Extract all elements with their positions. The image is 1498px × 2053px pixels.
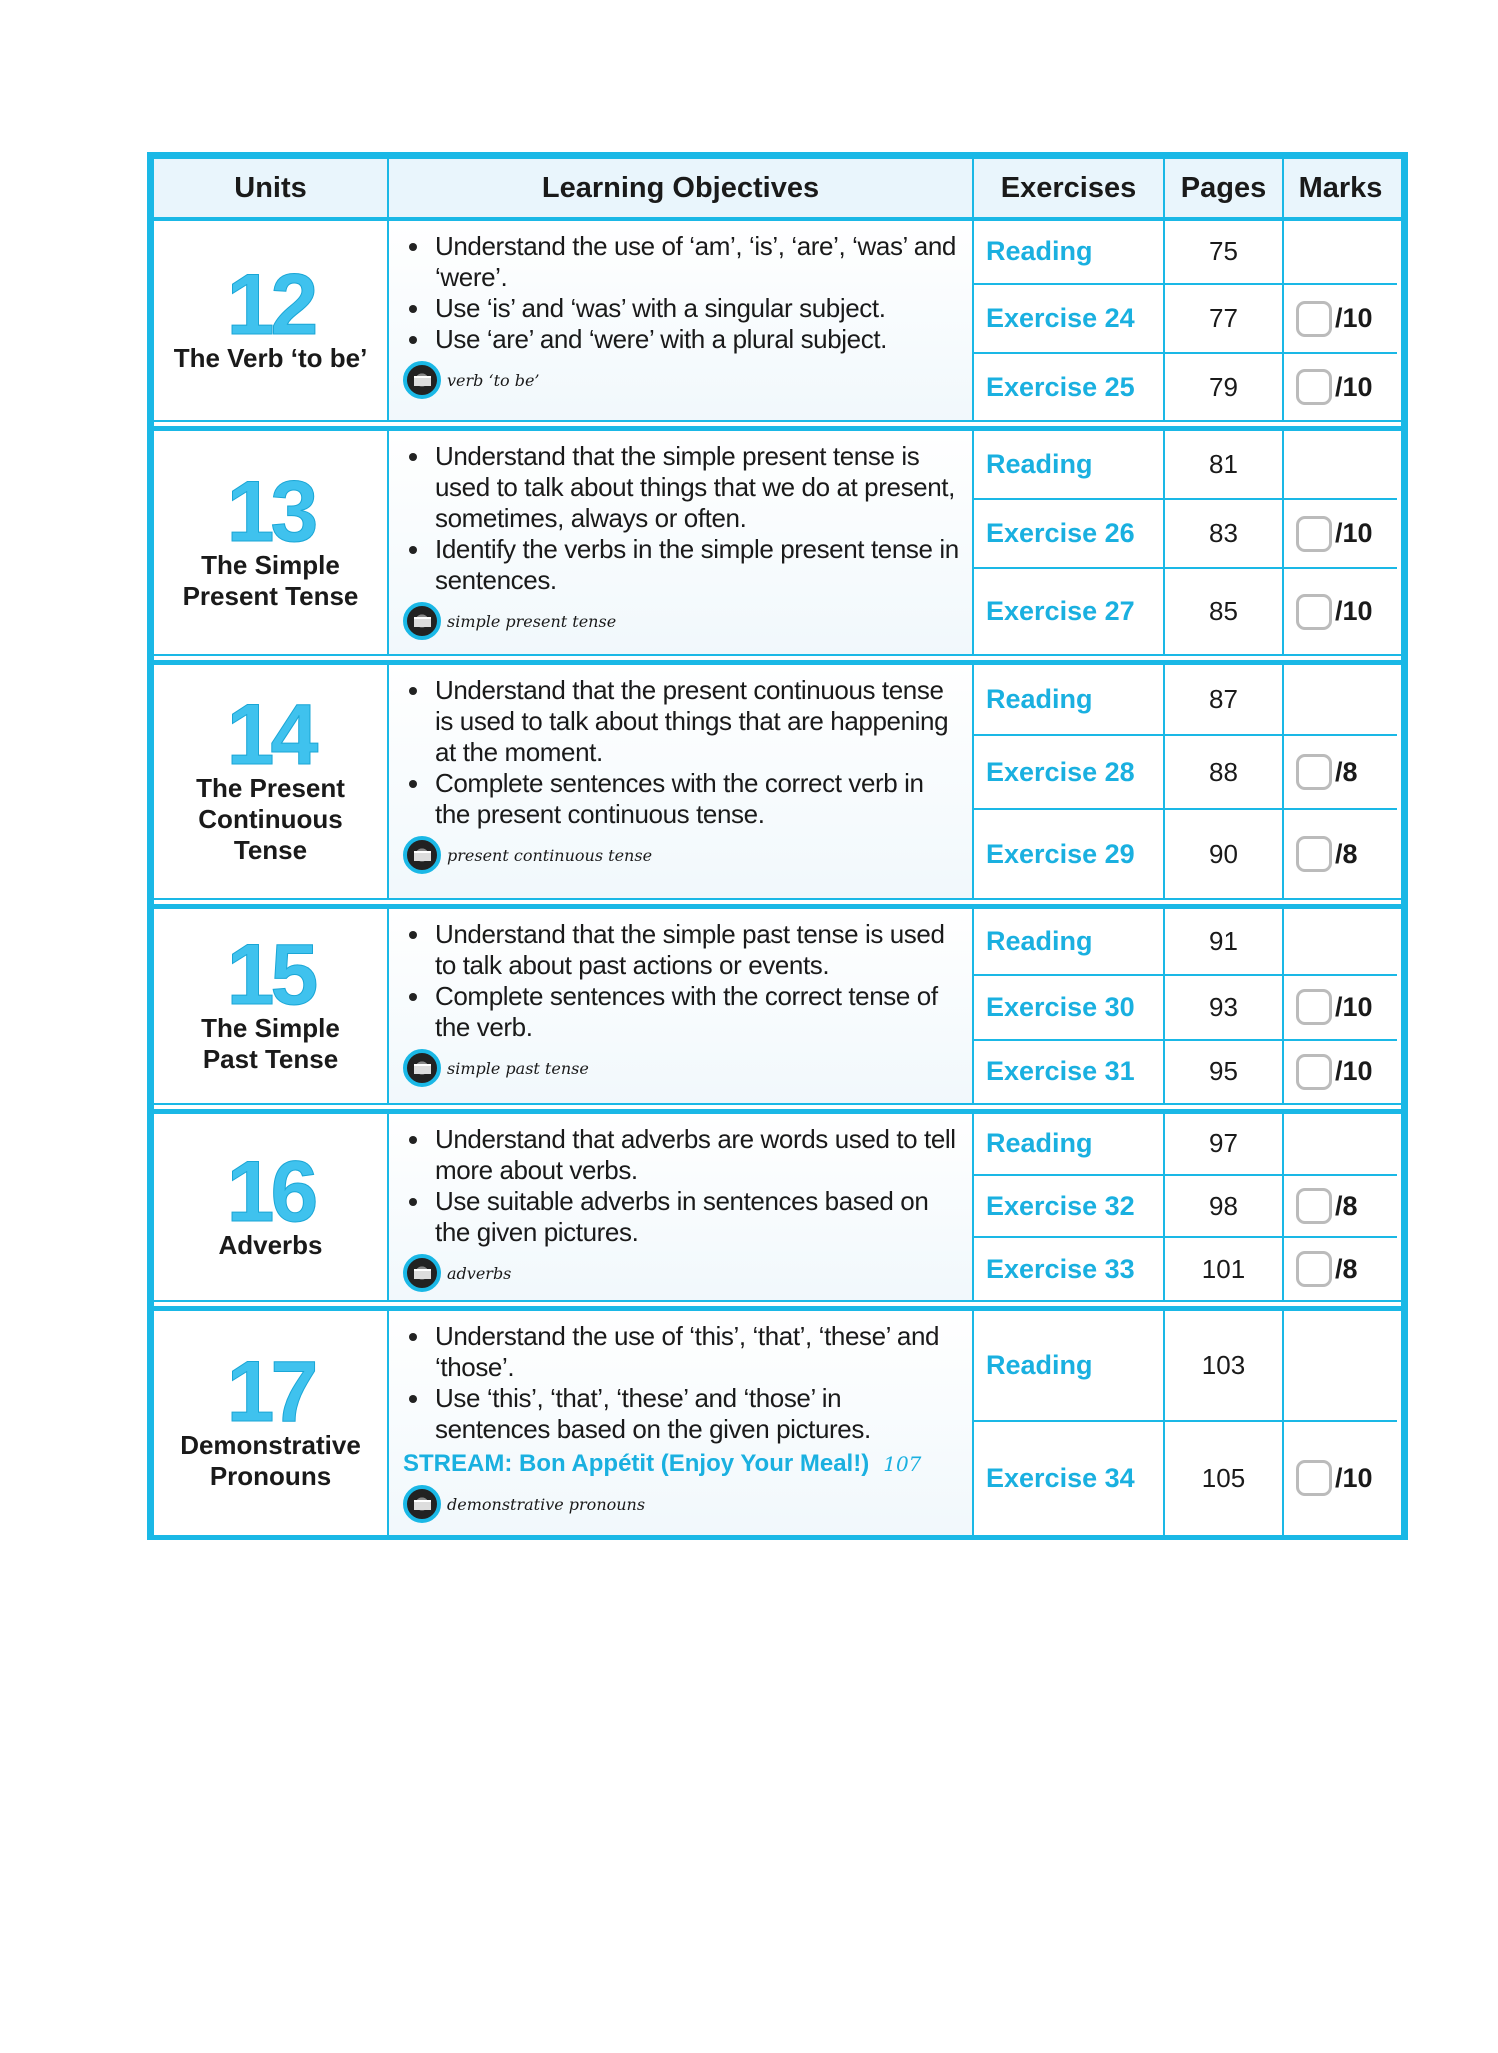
marks-total: /8 [1335, 1190, 1358, 1221]
unit-title [183, 550, 359, 612]
unit-title-line: The Simple [201, 549, 340, 580]
unit-cell [154, 909, 389, 1103]
marks-cell-empty [1284, 431, 1397, 500]
exercise-link[interactable]: Exercise 26 [974, 500, 1163, 569]
objective-item: Understand the use of ‘this’, ‘that’, ‘these’ and ‘those’. [435, 1321, 962, 1383]
pages-column [1165, 1311, 1284, 1535]
marks-total: /10 [1335, 1056, 1373, 1087]
unit-row-13 [154, 426, 1401, 654]
marks-cell [1284, 569, 1397, 654]
exercise-link[interactable]: Exercise 28 [974, 736, 1163, 810]
objectives-cell [389, 431, 974, 654]
objective-item: Understand that the simple past tense is used to talk about past actions or events. [435, 919, 962, 981]
unit-title-line: Tense [233, 835, 308, 865]
marks-cell [1284, 500, 1397, 569]
pages-column [1165, 909, 1284, 1103]
marks-total: /10 [1335, 303, 1373, 334]
page-number: 91 [1165, 909, 1282, 976]
marks-total: /8 [1335, 1253, 1358, 1284]
unit-number: 16 [226, 1143, 315, 1240]
unit-title-line: The Present [196, 773, 345, 803]
pages-column [1165, 431, 1284, 654]
unit-title-line: Present Tense [182, 580, 359, 611]
header-marks: Marks [1298, 171, 1383, 204]
table-header [154, 159, 1401, 221]
marks-input-box[interactable] [1296, 836, 1332, 872]
marks-cell-empty [1284, 909, 1397, 976]
header-pages: Pages [1165, 159, 1284, 217]
unit-title-line: Pronouns [209, 1461, 332, 1491]
objectives-cell [389, 1114, 974, 1300]
keyword-tag[interactable] [403, 1049, 962, 1087]
disc-icon [403, 836, 441, 874]
marks-total: /8 [1335, 838, 1358, 869]
unit-row-17 [154, 1306, 1401, 1535]
objective-item: Identify the verbs in the simple present tense in sentences. [435, 534, 962, 596]
contents-table [147, 152, 1408, 1540]
marks-input-box[interactable] [1296, 989, 1332, 1025]
page-number: 85 [1209, 596, 1238, 627]
objective-item: Use suitable adverbs in sentences based on the given pictures. [435, 1186, 962, 1248]
marks-column [1284, 431, 1397, 654]
disc-icon [403, 1049, 441, 1087]
marks-cell [1284, 285, 1397, 355]
keyword-tag[interactable] [403, 602, 962, 640]
unit-title [201, 1013, 340, 1075]
page-number: 97 [1165, 1114, 1282, 1176]
page-number: 93 [1165, 976, 1282, 1041]
marks-column [1284, 221, 1397, 420]
unit-title [180, 1430, 361, 1492]
page-number: 98 [1165, 1176, 1282, 1239]
marks-cell [1284, 1422, 1397, 1535]
objective-item: Use ‘are’ and ‘were’ with a plural subject. [435, 324, 962, 355]
unit-row-16 [154, 1109, 1401, 1300]
marks-input-box[interactable] [1296, 301, 1332, 337]
page-number: 105 [1201, 1462, 1246, 1493]
page-number: 83 [1165, 500, 1282, 569]
objective-item: Complete sentences with the correct verb in the present continuous tense. [435, 768, 962, 830]
unit-title [218, 1230, 322, 1261]
unit-title-line: Demonstrative [180, 1430, 361, 1460]
objective-item: Understand the use of ‘am’, ‘is’, ‘are’, ‘was’ and ‘were’. [435, 231, 962, 293]
marks-total: /10 [1335, 596, 1373, 627]
objective-item: Use ‘this’, ‘that’, ‘these’ and ‘those’ in sentences based on the given pictures. [435, 1383, 962, 1445]
objectives-cell [389, 665, 974, 898]
unit-title [196, 773, 345, 866]
unit-cell [154, 1311, 389, 1535]
marks-cell-empty [1284, 1114, 1397, 1176]
objectives-cell [389, 909, 974, 1103]
unit-number: 13 [226, 463, 315, 560]
marks-input-box[interactable] [1296, 754, 1332, 790]
exercise-link[interactable]: Reading [974, 1311, 1163, 1422]
exercises-column [974, 221, 1165, 420]
exercises-column [974, 909, 1165, 1103]
keyword-text: adverbs [447, 1263, 512, 1283]
disc-icon [403, 1254, 441, 1292]
exercise-link[interactable]: Exercise 32 [974, 1176, 1163, 1239]
objective-item: Complete sentences with the correct tense of the verb. [435, 981, 962, 1043]
keyword-text: simple present tense [447, 611, 617, 631]
unit-cell [154, 1114, 389, 1300]
objectives-list [403, 441, 962, 596]
exercise-link[interactable]: Exercise 27 [986, 596, 1135, 627]
marks-column [1284, 1311, 1397, 1535]
objective-item: Understand that the present continuous tense is used to talk about things that are happening at the moment. [435, 675, 962, 768]
exercise-link[interactable]: Exercise 33 [986, 1253, 1135, 1284]
marks-total: /10 [1335, 1462, 1373, 1493]
keyword-text: simple past tense [447, 1058, 589, 1078]
unit-row-14 [154, 660, 1401, 898]
exercise-link[interactable]: Exercise 31 [986, 1056, 1135, 1087]
objectives-list [403, 1124, 962, 1248]
exercise-link[interactable]: Exercise 25 [986, 371, 1135, 402]
marks-column [1284, 1114, 1397, 1300]
marks-cell [1284, 1176, 1397, 1239]
marks-total: /10 [1335, 991, 1373, 1022]
unit-number: 15 [226, 927, 315, 1023]
exercise-link[interactable]: Exercise 29 [986, 838, 1135, 869]
exercise-link[interactable]: Reading [974, 909, 1163, 976]
pages-column [1165, 221, 1284, 420]
objectives-cell [389, 1311, 974, 1535]
stream-page: 107 [883, 1452, 922, 1476]
header-units: Units [154, 159, 389, 217]
exercise-link[interactable]: Reading [974, 431, 1163, 500]
exercise-link[interactable]: Reading [974, 665, 1163, 736]
page-number: 75 [1165, 221, 1282, 285]
marks-column [1284, 665, 1397, 898]
objective-item: Use ‘is’ and ‘was’ with a singular subject. [435, 293, 962, 324]
unit-cell [154, 221, 389, 420]
objectives-list [403, 675, 962, 830]
keyword-text: demonstrative pronouns [447, 1494, 646, 1514]
marks-total: /10 [1335, 518, 1373, 549]
marks-cell-empty [1284, 221, 1397, 285]
unit-row-12 [154, 221, 1401, 420]
objectives-list [403, 1321, 962, 1445]
keyword-text: present continuous tense [447, 845, 653, 865]
marks-cell-empty [1284, 665, 1397, 736]
marks-cell [1284, 976, 1397, 1041]
marks-input-box[interactable] [1296, 594, 1332, 630]
marks-input-box[interactable] [1296, 1188, 1332, 1224]
marks-input-box[interactable] [1296, 516, 1332, 552]
unit-number: 17 [226, 1344, 315, 1440]
objective-item: Understand that the simple present tense is used to talk about things that we do at present, sometimes, always or often. [435, 441, 962, 534]
page-number: 101 [1201, 1253, 1246, 1284]
exercises-column [974, 431, 1165, 654]
header-exercises: Exercises [974, 159, 1165, 217]
page-number: 79 [1209, 371, 1238, 402]
marks-cell [1284, 1238, 1397, 1300]
exercises-column [974, 1114, 1165, 1300]
keyword-tag[interactable] [403, 361, 962, 399]
page-number: 88 [1165, 736, 1282, 810]
marks-column [1284, 909, 1397, 1103]
unit-row-15 [154, 904, 1401, 1103]
marks-input-box[interactable] [1296, 1251, 1332, 1287]
pages-column [1165, 665, 1284, 898]
unit-title [174, 343, 368, 374]
page-number: 103 [1165, 1311, 1282, 1422]
marks-input-box[interactable] [1296, 1460, 1332, 1496]
keyword-tag[interactable] [403, 1485, 962, 1523]
exercise-link[interactable]: Exercise 24 [974, 285, 1163, 355]
disc-icon [403, 602, 441, 640]
header-objectives: Learning Objectives [389, 159, 974, 217]
unit-title-line: Adverbs [218, 1229, 323, 1260]
exercise-link[interactable]: Exercise 30 [974, 976, 1163, 1041]
marks-total: /10 [1335, 371, 1373, 402]
page-number: 77 [1165, 285, 1282, 355]
unit-cell [154, 665, 389, 898]
marks-input-box[interactable] [1296, 369, 1332, 405]
unit-title-line: The Simple [201, 1013, 340, 1043]
marks-cell [1284, 354, 1397, 420]
marks-cell [1284, 810, 1397, 898]
marks-cell-empty [1284, 1311, 1397, 1422]
pages-column [1165, 1114, 1284, 1300]
page-number: 81 [1165, 431, 1282, 500]
objectives-cell [389, 221, 974, 420]
exercise-link[interactable]: Exercise 34 [986, 1462, 1135, 1493]
unit-number: 14 [226, 687, 315, 783]
exercises-column [974, 1311, 1165, 1535]
page-number: 95 [1209, 1056, 1238, 1087]
objectives-list [403, 919, 962, 1043]
marks-total: /8 [1335, 756, 1358, 787]
page-number: 90 [1209, 838, 1238, 869]
marks-input-box[interactable] [1296, 1054, 1332, 1090]
objective-item: Understand that adverbs are words used to tell more about verbs. [435, 1124, 962, 1186]
marks-cell [1284, 1041, 1397, 1103]
exercise-link[interactable]: Reading [974, 221, 1163, 285]
unit-title-line: Continuous [198, 804, 343, 834]
unit-number: 12 [226, 257, 315, 353]
stream-link[interactable] [403, 1449, 962, 1479]
unit-cell [154, 431, 389, 654]
keyword-tag[interactable] [403, 1254, 962, 1292]
objectives-list [403, 231, 962, 355]
exercises-column [974, 665, 1165, 898]
page-number: 87 [1165, 665, 1282, 736]
keyword-tag[interactable] [403, 836, 962, 874]
stream-label: STREAM: Bon Appétit (Enjoy Your Meal!) [403, 1450, 870, 1477]
keyword-text: verb ‘to be’ [447, 370, 540, 390]
unit-title-line: The Verb ‘to be’ [173, 343, 368, 373]
disc-icon [403, 1485, 441, 1523]
exercise-link[interactable]: Reading [974, 1114, 1163, 1176]
marks-cell [1284, 736, 1397, 810]
unit-title-line: Past Tense [202, 1044, 339, 1074]
disc-icon [403, 361, 441, 399]
